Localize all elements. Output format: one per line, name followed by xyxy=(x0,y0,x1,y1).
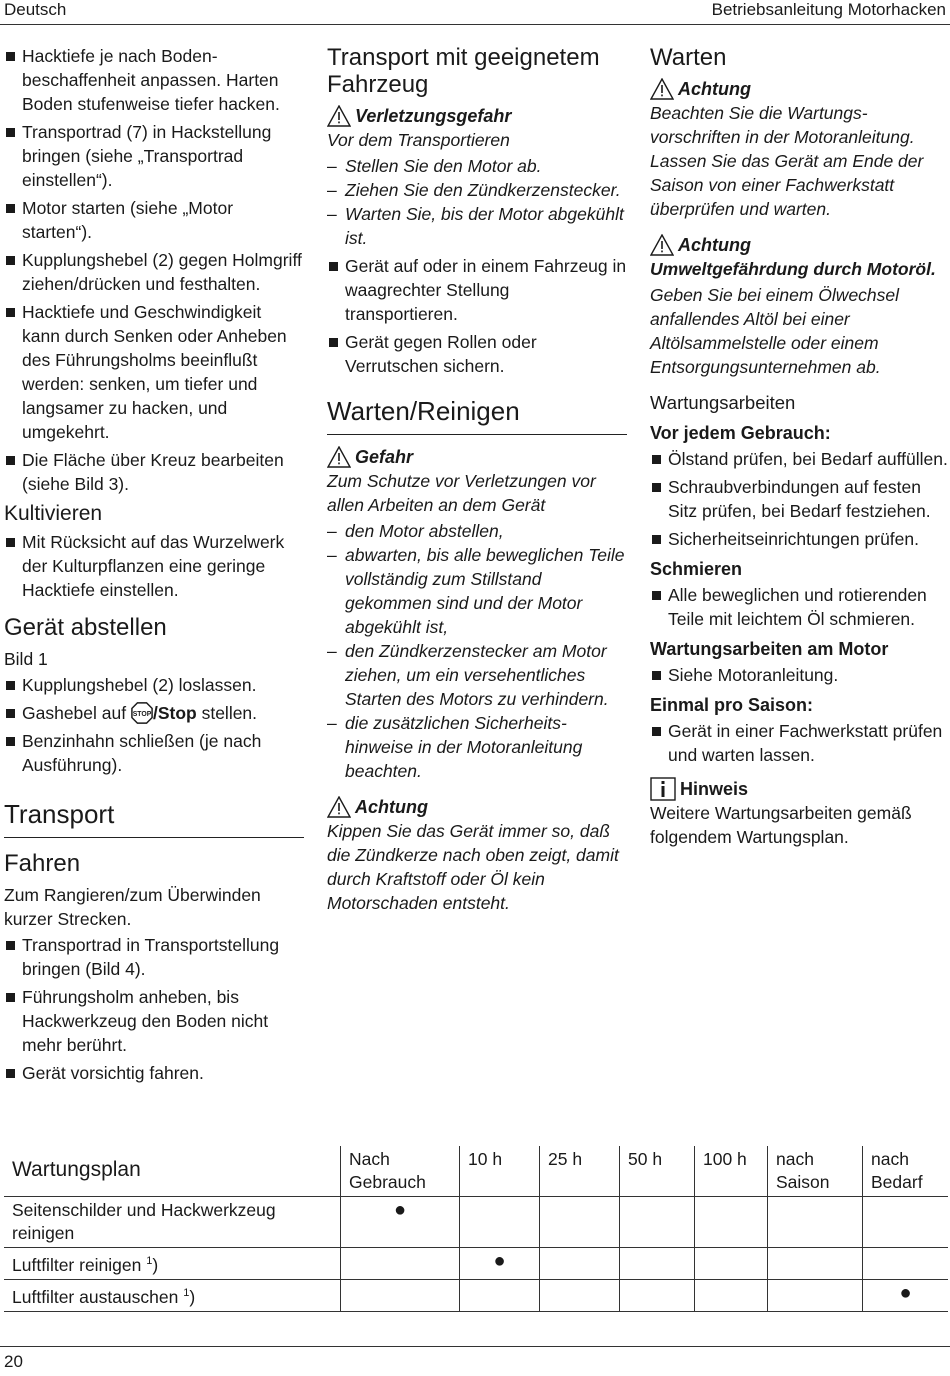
table-row xyxy=(4,1248,948,1280)
warning-triangle-icon xyxy=(327,446,351,468)
table-cell xyxy=(341,1248,460,1280)
bullet-text: stellen. xyxy=(196,703,258,723)
column-3 xyxy=(650,44,948,851)
warning-triangle-icon xyxy=(327,796,351,818)
dash-item: – den Motor abstellen, xyxy=(327,519,627,543)
hint-label: Hinweis xyxy=(680,779,749,799)
bullet-item: Ölstand prüfen, bei Bedarf auffüllen. xyxy=(650,447,948,471)
bullet-item xyxy=(4,701,304,725)
header-title: Betriebsanleitung Motorhacken xyxy=(711,0,946,19)
section-heading-abstellen: Gerät abstellen xyxy=(4,614,167,641)
hint-block xyxy=(650,777,948,801)
bullet-item: Alle beweglichen und rotierenden Teile mit leichtem Öl schmieren. xyxy=(650,583,948,631)
table-cell xyxy=(768,1248,863,1280)
dash-item: – Stellen Sie den Motor ab. xyxy=(327,154,627,178)
caution-text: Kippen Sie das Gerät immer so, daß die Zündkerze nach oben zeigt, damit durch Kraftstoff oder Öl kein Motorschaden entsteht. xyxy=(327,821,619,913)
section-heading-transport-fahrzeug: Transport mit geeignetem Fahrzeug xyxy=(327,44,600,98)
bullet-item: Motor starten (siehe „Motor starten“). xyxy=(4,196,304,244)
figure-reference: Bild 1 xyxy=(4,649,48,669)
footnote-mark: 1 xyxy=(146,1255,153,1267)
table-title: Wartungsplan xyxy=(4,1146,341,1197)
table-column-header: Nach Gebrauch xyxy=(341,1146,460,1197)
warning-block xyxy=(327,104,627,128)
caution-label: Achtung xyxy=(678,235,751,255)
table-cell xyxy=(620,1279,695,1311)
table-column-header: nach Bedarf xyxy=(863,1146,949,1197)
section-heading-warten: Warten xyxy=(650,44,727,71)
table-column-header: 100 h xyxy=(695,1146,768,1197)
bullet-text: Gashebel auf xyxy=(22,703,131,723)
footnote-mark: 1 xyxy=(183,1286,190,1299)
section-heading-transport: Transport xyxy=(4,799,304,838)
table-column-header: nach Saison xyxy=(768,1146,863,1197)
row-label-suffix: ) xyxy=(189,1286,196,1307)
footer-divider xyxy=(0,1346,950,1347)
caution-label: Achtung xyxy=(355,797,428,817)
table-cell: ● xyxy=(341,1197,460,1248)
caution-block xyxy=(650,233,948,257)
caution-block xyxy=(650,77,948,101)
dash-item: – Warten Sie, bis der Motor abgekühlt ist. xyxy=(327,202,627,250)
paragraph: Zum Rangieren/zum Überwinden kurzer Strecken. xyxy=(4,885,261,929)
warning-intro: Vor dem Transportieren xyxy=(327,130,510,150)
warning-triangle-icon xyxy=(327,105,351,127)
page-number: 20 xyxy=(4,1352,23,1371)
table-cell xyxy=(620,1197,695,1248)
table-cell xyxy=(341,1279,460,1311)
table-cell xyxy=(540,1279,620,1311)
bullet-item: Hacktiefe und Geschwindigkeit kann durch Senken oder Anheben des Führungsholms beeinflußt werden: senken, um tiefer und langsamer zu hacken, und umgekehrt. xyxy=(4,300,304,444)
header-divider xyxy=(0,24,950,25)
table-column-header: 50 h xyxy=(620,1146,695,1197)
table-row-label xyxy=(4,1248,341,1280)
caution-block xyxy=(327,795,627,819)
danger-label: Gefahr xyxy=(355,447,414,467)
danger-block xyxy=(327,445,627,469)
subheading-saison: Einmal pro Saison: xyxy=(650,695,814,715)
table-cell: ● xyxy=(460,1248,540,1280)
section-heading-warten-reinigen: Warten/Reinigen xyxy=(327,396,627,435)
table-cell xyxy=(863,1197,949,1248)
section-heading-kultivieren: Kultivieren xyxy=(4,502,103,525)
bullet-item: Transportrad in Transportstellung bringen (Bild 4). xyxy=(4,933,304,981)
table-cell xyxy=(460,1279,540,1311)
table-row xyxy=(4,1279,948,1311)
bullet-item: Mit Rücksicht auf das Wurzelwerk der Kulturpflanzen eine geringe Hacktiefe einstellen. xyxy=(4,530,304,602)
bullet-item: Gerät gegen Rollen oder Verrutschen sichern. xyxy=(327,330,627,378)
bullet-item: Kupplungshebel (2) loslassen. xyxy=(4,673,304,697)
dash-item: – abwarten, bis alle beweglichen Teile vollständig zum Stillstand gekommen sind und der Motor abgekühlt ist, xyxy=(327,543,627,639)
warning-triangle-icon xyxy=(650,78,674,100)
caution-text: Beachten Sie die Wartungsvorschriften in der Motoranleitung. Lassen Sie das Gerät am Ende der Saison von einer Fachwerkstatt überprüfen und warten. xyxy=(650,103,924,219)
warning-label: Verletzungsgefahr xyxy=(355,106,512,126)
bullet-item: Benzinhahn schließen (je nach Ausführung). xyxy=(4,729,304,777)
table-cell: ● xyxy=(863,1279,949,1311)
subheading-motor: Wartungsarbeiten am Motor xyxy=(650,639,889,659)
section-heading-wartungsarbeiten: Wartungsarbeiten xyxy=(650,392,796,413)
maintenance-table xyxy=(4,1146,948,1312)
column-1 xyxy=(4,44,304,1089)
stop-label: /Stop xyxy=(152,703,197,723)
stop-icon xyxy=(131,702,153,724)
column-2 xyxy=(327,44,627,917)
bullet-item: Gerät auf oder in einem Fahrzeug in waagrechter Stellung transportieren. xyxy=(327,254,627,326)
subheading-schmieren: Schmieren xyxy=(650,559,743,579)
stop-icon-text: STOP xyxy=(132,710,152,718)
table-cell xyxy=(460,1197,540,1248)
bullet-item: Siehe Motoranleitung. xyxy=(650,663,948,687)
subheading-vor-gebrauch: Vor jedem Gebrauch: xyxy=(650,423,831,443)
table-cell xyxy=(540,1248,620,1280)
header-language: Deutsch xyxy=(4,0,67,19)
table-column-header: 10 h xyxy=(460,1146,540,1197)
hint-text: Weitere Wartungsarbeiten gemäß folgendem Wartungsplan. xyxy=(650,803,912,847)
table-cell xyxy=(695,1197,768,1248)
caution-text: Geben Sie bei einem Ölwechsel anfallendes Altöl bei einer Altölsammelstelle oder einem Entsorgungsunternehmen ab. xyxy=(650,285,900,377)
table-row xyxy=(4,1197,948,1248)
row-label-text: Luftfilter austauschen xyxy=(12,1286,184,1307)
table-cell xyxy=(695,1279,768,1311)
table-column-header: 25 h xyxy=(540,1146,620,1197)
warning-triangle-icon xyxy=(650,234,674,256)
table-header-row xyxy=(4,1146,948,1197)
bullet-item: Gerät in einer Fachwerkstatt prüfen und warten lassen. xyxy=(650,719,948,767)
caution-subtitle: Umweltgefährdung durch Motoröl. xyxy=(650,259,936,279)
bullet-item: Transportrad (7) in Hackstellung bringen (siehe „Transportrad einstellen“). xyxy=(4,120,304,192)
dash-item: – die zusätzlichen Sicherheitshinweise in der Motoranleitung beachten. xyxy=(327,711,627,783)
table-cell xyxy=(695,1248,768,1280)
section-heading-fahren: Fahren xyxy=(4,850,81,877)
table-cell xyxy=(620,1248,695,1280)
table-cell xyxy=(768,1197,863,1248)
dash-item: – den Zündkerzenstecker am Motor ziehen, um ein versehentliches Starten des Motors zu verhindern. xyxy=(327,639,627,711)
table-row-label xyxy=(4,1279,341,1311)
table-cell xyxy=(540,1197,620,1248)
bullet-item: Kupplungshebel (2) gegen Holmgriff ziehen/drücken und festhalten. xyxy=(4,248,304,296)
danger-intro: Zum Schutze vor Verletzungen vor allen Arbeiten an dem Gerät xyxy=(327,471,596,515)
bullet-item: Die Fläche über Kreuz bearbeiten (siehe Bild 3). xyxy=(4,448,304,496)
dash-item: – Ziehen Sie den Zündkerzenstecker. xyxy=(327,178,627,202)
bullet-item: Sicherheitseinrichtungen prüfen. xyxy=(650,527,948,551)
bullet-item: Führungsholm anheben, bis Hackwerkzeug den Boden nicht mehr berührt. xyxy=(4,985,304,1057)
bullet-item: Gerät vorsichtig fahren. xyxy=(4,1061,304,1085)
row-label-suffix: ) xyxy=(152,1254,159,1275)
bullet-item: Hacktiefe je nach Bodenbeschaffenheit anpassen. Harten Boden stufenweise tiefer hacken. xyxy=(4,44,304,116)
table-row-label: Seitenschilder und Hackwerkzeug reinigen xyxy=(4,1197,341,1248)
table-cell xyxy=(863,1248,949,1280)
table-cell xyxy=(768,1279,863,1311)
row-label-text: Luftfilter reinigen xyxy=(12,1254,147,1275)
info-icon xyxy=(650,777,676,801)
bullet-item: Schraubverbindungen auf festen Sitz prüfen, bei Bedarf festziehen. xyxy=(650,475,948,523)
caution-label: Achtung xyxy=(678,79,751,99)
